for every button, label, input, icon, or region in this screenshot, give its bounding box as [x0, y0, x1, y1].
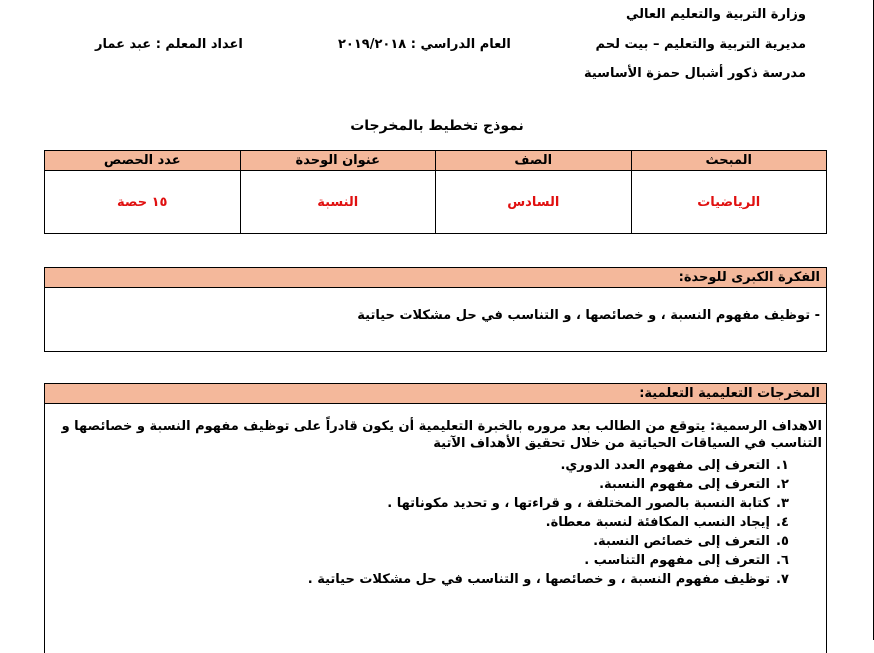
outcomes-body [45, 404, 826, 589]
academic-year-label: العام الدراسي : [410, 37, 511, 52]
goal-text: التعرف إلى مفهوم التناسب . [584, 553, 770, 568]
directorate-line: مديرية التربية والتعليم – بيت لحم [595, 37, 806, 52]
header-subject: المبحث [631, 151, 827, 171]
goal-item [51, 532, 789, 551]
summary-table [44, 150, 827, 234]
goal-number: ١. [776, 458, 789, 473]
value-unit-title: النسبة [240, 171, 436, 234]
header-unit-title: عنوان الوحدة [240, 151, 436, 171]
school-line: مدرسة ذكور أشبال حمزة الأساسية [583, 66, 806, 81]
goal-number: ٢. [776, 477, 789, 492]
outcomes-heading: المخرجات التعليمية التعلمية: [45, 384, 826, 404]
big-idea-box [44, 267, 827, 352]
outcomes-box [44, 383, 827, 653]
goal-text: التعرف إلى مفهوم العدد الدوري. [560, 458, 770, 473]
value-grade: السادس [436, 171, 632, 234]
goal-item [51, 494, 789, 513]
big-idea-text: - توظيف مفهوم النسبة ، و خصائصها ، و التناسب في حل مشكلات حياتية [357, 308, 820, 323]
goal-item [51, 551, 789, 570]
goal-item [51, 570, 789, 589]
goal-number: ٦. [776, 553, 789, 568]
goal-number: ٥. [776, 534, 789, 549]
value-sessions: ١٥ حصة [45, 171, 241, 234]
goal-text: التعرف إلى مفهوم النسبة. [599, 477, 770, 492]
goal-item [51, 475, 789, 494]
value-subject: الرياضيات [631, 171, 827, 234]
header-sessions: عدد الحصص [45, 151, 241, 171]
academic-year [338, 37, 511, 52]
page-title: نموذج تخطيط بالمخرجات [350, 118, 524, 134]
goal-number: ٣. [776, 496, 789, 511]
summary-header-row [45, 151, 827, 171]
goals-list [51, 456, 822, 589]
goal-number: ٤. [776, 515, 789, 530]
goal-text: كتابة النسبة بالصور المختلفة ، و قراءتها ، و تحديد مكوناتها . [387, 496, 770, 511]
academic-year-value: ٢٠١٩/٢٠١٨ [338, 37, 407, 52]
goal-text: التعرف إلى خصائص النسبة. [593, 534, 770, 549]
goal-item [51, 456, 789, 475]
goal-text: إيجاد النسب المكافئة لنسبة معطاة. [545, 515, 770, 530]
big-idea-heading: الفكرة الكبرى للوحدة: [45, 268, 826, 288]
ministry-line: وزارة التربية والتعليم العالي [625, 7, 806, 22]
outcomes-intro: الاهداف الرسمية: يتوقع من الطالب بعد مروره بالخبرة التعليمية أن يكون قادراً على توظيف مفهوم النسبة و خصائصها و التناسب في السياقات الحياتية من خلال تحقيق الأهداف الآتية [61, 419, 822, 451]
goal-item [51, 513, 789, 532]
teacher-line: اعداد المعلم : عبد عمار [95, 37, 243, 52]
header-grade: الصف [436, 151, 632, 171]
goal-number: ٧. [776, 572, 789, 587]
summary-value-row [45, 171, 827, 234]
goal-text: توظيف مفهوم النسبة ، و خصائصها ، و التناسب في حل مشكلات حياتية . [307, 572, 770, 587]
